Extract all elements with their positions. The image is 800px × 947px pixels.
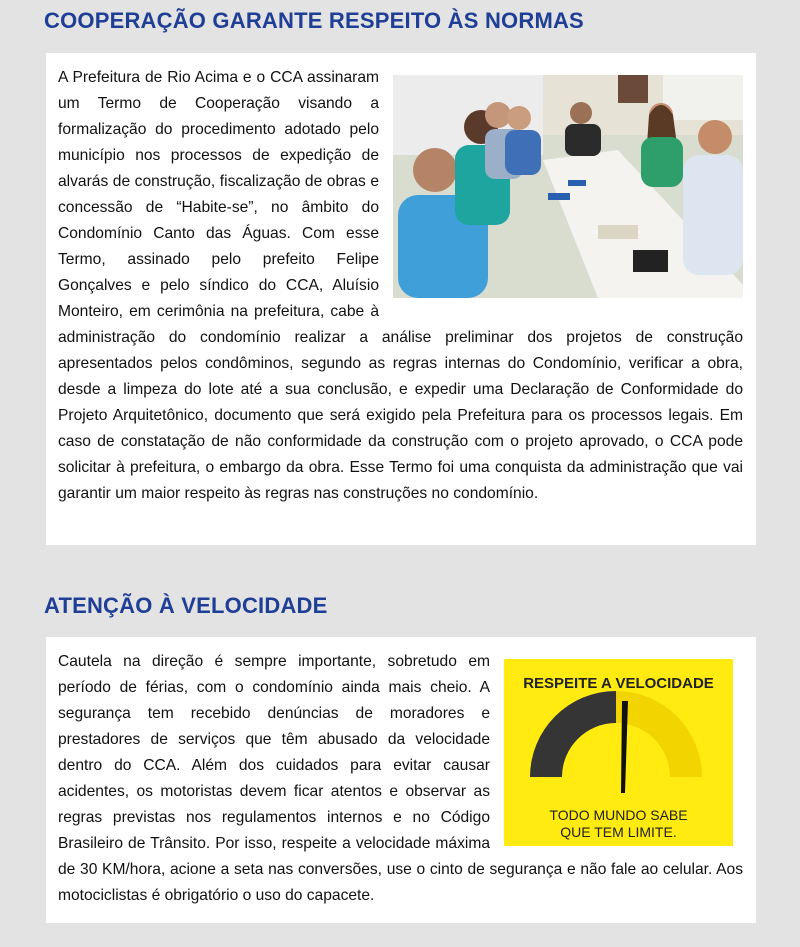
meeting-photo [393,75,743,298]
meeting-photo-illustration [393,75,743,298]
speed-sign [504,659,733,846]
article-card-cooperacao [46,53,756,545]
section-title-cooperacao: COOPERAÇÃO GARANTE RESPEITO ÀS NORMAS [44,8,584,33]
speed-sign-line1: TODO MUNDO SABE [549,807,688,823]
article-card-velocidade [46,637,756,923]
speed-sign-line2: QUE TEM LIMITE. [560,824,677,840]
section-title-velocidade: ATENÇÃO À VELOCIDADE [44,593,328,618]
speed-sign-heading: RESPEITE A VELOCIDADE [523,675,714,692]
article-text-cooperacao: A Prefeitura de Rio Acima e o CCA assinaram um Termo de Cooperação visando a formalização do procedimento adotado pelo município nos processos de expedição de alvarás de construção, fiscalização de obras e concessão de “Habite-se”, no âmbito do Condomínio Canto das Águas. Com esse Termo, assinado pelo prefeito Felipe Gonçalves e pelo síndico do CCA, Aluísio Monteiro, em cerimônia na prefeitura, cabe à administração do condomínio realizar a análise preliminar dos projetos de construção apresentados pelos condôminos, segundo as regras internas do Condomínio, verificar a obra, desde a limpeza do lote até a sua conclusão, e expedir uma Declaração de Conformidade do Projeto Arquitetônico, documento que será exigido pela Prefeitura para os processos legais. Em caso de constatação de não conformidade da construção com o projeto aprovado, o CCA pode solicitar à prefeitura, o embargo da obra. Esse Termo foi uma conquista da administração que vai garantir um maior respeito às regras nas construções no condomínio. [58,69,743,502]
article-text-velocidade: Cautela na direção é sempre importante, sobretudo em período de férias, com o condomínio ainda mais cheio. A segurança tem recebido denúncias de moradores e prestadores de serviços que têm abusado da velocidade dentro do CCA. Além dos cuidados para evitar causar acidentes, os motoristas devem ficar atentos e observar as regras previstas nos regulamentos internos e no Código Brasileiro de Trânsito. Por isso, respeite a velocidade máxima de 30 KM/hora, acione a seta nas conversões, use o cinto de segurança e não fale ao celular. Aos motociclistas é obrigatório o uso do capacete. [58,653,743,904]
